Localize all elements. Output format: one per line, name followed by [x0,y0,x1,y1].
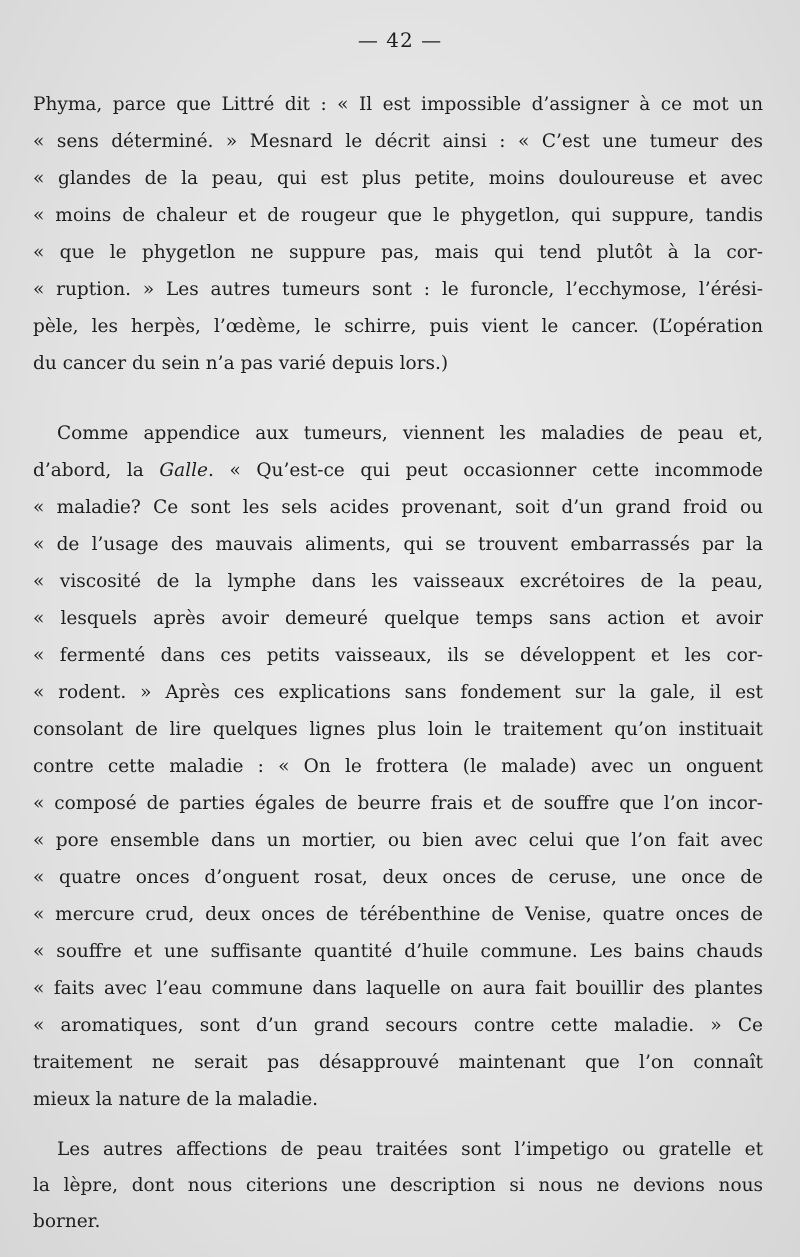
text-run: d’abord, la [33,460,160,481]
text-line: « aromatiques, sont d’un grand secours contre cette maladie. » Ce [33,1015,763,1036]
text-line: mieux la nature de la maladie. [33,1089,319,1110]
text-line: borner. [33,1211,101,1232]
text-line: « fermenté dans ces petits vaisseaux, ils se développent et les cor- [33,645,763,666]
text-line: du cancer du sein n’a pas varié depuis lors.) [33,353,449,374]
text-line: « pore ensemble dans un mortier, ou bien avec celui que l’on fait avec [33,830,763,851]
italic-term: Galle [159,460,208,481]
text-line: « rodent. » Après ces explications sans fondement sur la gale, il est [33,682,763,703]
paragraph-1 [33,86,763,382]
text-line: « ruption. » Les autres tumeurs sont : le furoncle, l’ecchymose, l’érési- [33,279,763,300]
text-line: « de l’usage des mauvais aliments, qui se trouvent embarrassés par la [33,534,763,555]
text-line: « que le phygetlon ne suppure pas, mais qui tend plutôt à la cor- [33,242,763,263]
text-line: « lesquels après avoir demeuré quelque temps sans action et avoir [33,608,763,629]
text-line-with-italic [33,452,763,489]
text-run: . « Qu’est-ce qui peut occasionner cette incommode [208,460,763,481]
text-line: « composé de parties égales de beurre frais et de souffre que l’on incor- [33,793,763,814]
paragraph-3 [33,1132,763,1240]
text-line: Les autres affections de peau traitées sont l’impetigo ou gratelle et [57,1139,763,1160]
text-line: Phyma, parce que Littré dit : « Il est impossible d’assigner à ce mot un [33,94,763,115]
text-line: la lèpre, dont nous citerions une description si nous ne devions nous [33,1175,763,1196]
text-line: « maladie? Ce sont les sels acides provenant, soit d’un grand froid ou [33,497,763,518]
text-line: « souffre et une suffisante quantité d’huile commune. Les bains chauds [33,941,763,962]
text-line: Comme appendice aux tumeurs, viennent les maladies de peau et, [57,423,763,444]
text-line: consolant de lire quelques lignes plus loin le traitement qu’on instituait [33,719,763,740]
text-line: « quatre onces d’onguent rosat, deux onces de ceruse, une once de [33,867,763,888]
text-line: « mercure crud, deux onces de térébenthine de Venise, quatre onces de [33,904,763,925]
text-line: « moins de chaleur et de rougeur que le phygetlon, qui suppure, tandis [33,205,763,226]
text-line: traitement ne serait pas désapprouvé maintenant que l’on connaît [33,1052,763,1073]
text-line: « faits avec l’eau commune dans laquelle on aura fait bouillir des plantes [33,978,763,999]
text-line: « viscosité de la lymphe dans les vaisseaux excrétoires de la peau, [33,571,763,592]
text-line: « sens déterminé. » Mesnard le décrit ainsi : « C’est une tumeur des [33,131,763,152]
text-line: pèle, les herpès, l’œdème, le schirre, puis vient le cancer. (L’opération [33,316,763,337]
paragraph-2 [33,415,763,1118]
text-line: contre cette maladie : « On le frottera (le malade) avec un onguent [33,756,763,777]
page-number: — 42 — [357,28,443,52]
text-line: « glandes de la peau, qui est plus petite, moins douloureuse et avec [33,168,763,189]
